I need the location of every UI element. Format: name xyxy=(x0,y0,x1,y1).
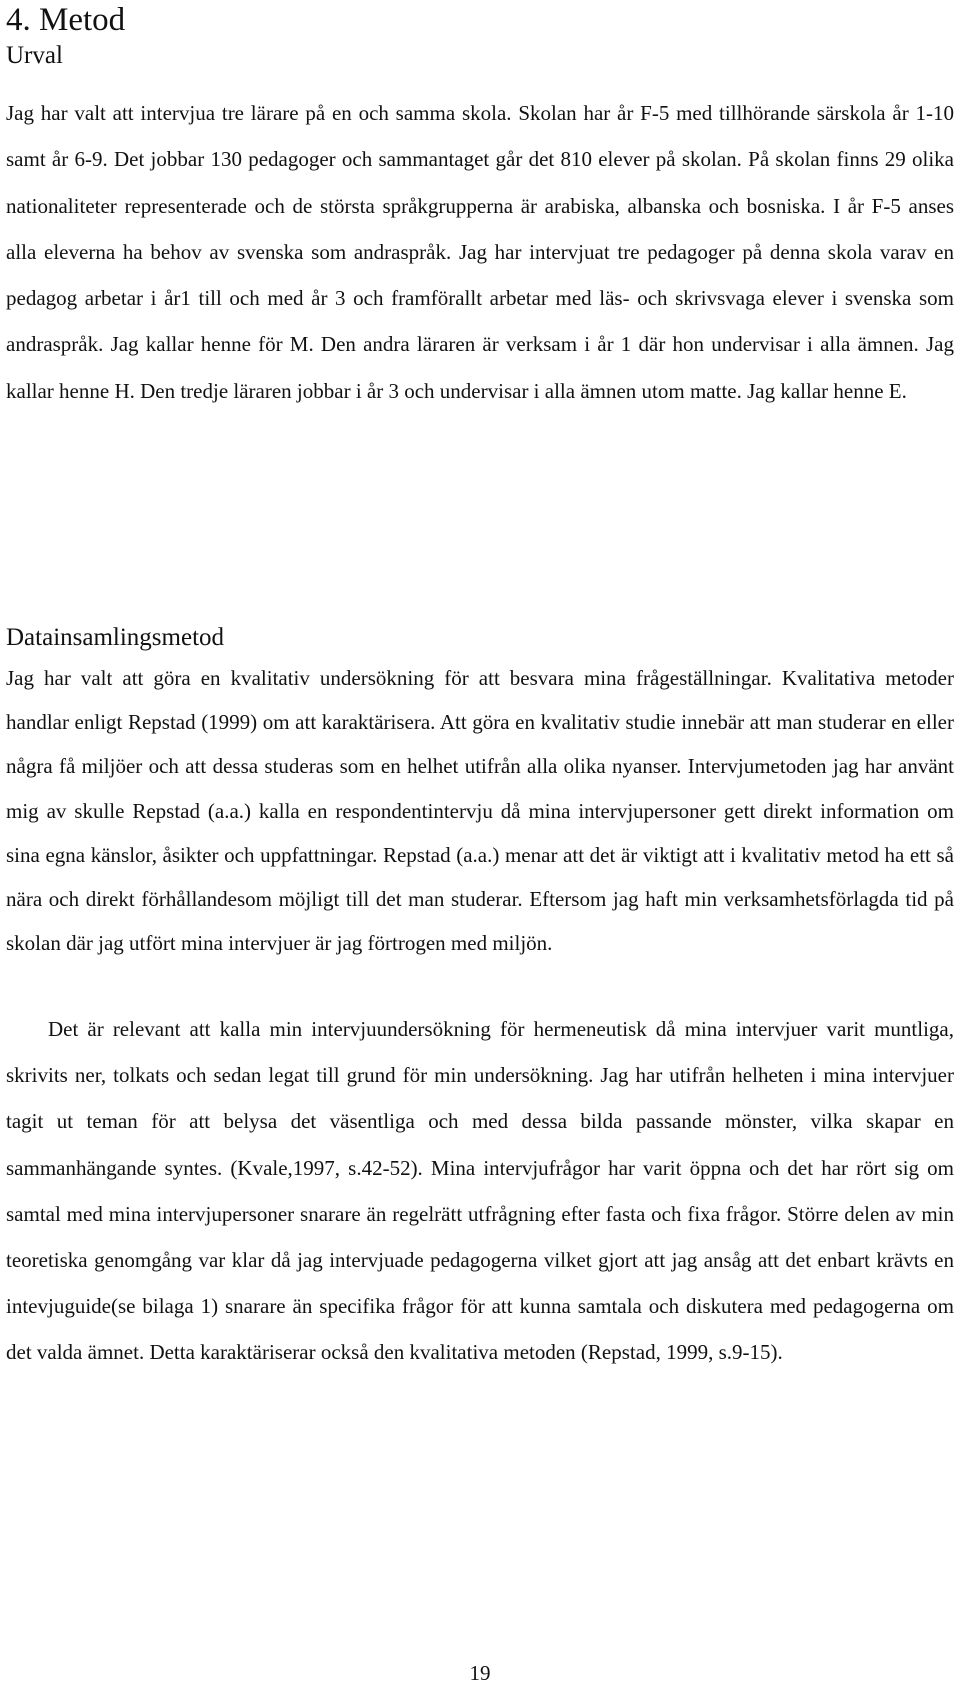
paragraph-text: Det är relevant att kalla min intervjuundersökning för hermeneutisk då mina intervjuer varit muntliga, skrivits ner, tolkats och sedan legat till grund för min undersökning. Jag har utifrån helheten i mina intervjuer tagit ut teman för att belysa det väsentliga och med dessa bilda passande mönster, vilka skapar en sammanhängande syntes. (Kvale,1997, s.42-52). Mina intervjufrågor har varit öppna och det har rört sig om samtal med mina intervjupersoner snarare än regelrätt utfrågning efter fasta och fixa frågor. Större delen av min teoretiska genomgång var klar då jag intervjuade pedagogerna vilket gjort att jag ansåg att det enbart krävts en intevjuguide(se bilaga 1) snarare än specifika frågor för att kunna samtala och diskutera med pedagogerna om det valda ämnet. Detta karaktäriserar också den kvalitativa metoden (Repstad, 1999, s.9-15). xyxy=(6,1017,954,1365)
paragraph-datainsamlingsmetod-1: Jag har valt att göra en kvalitativ undersökning för att besvara mina frågeställningar. Kvalitativa metoder handlar enligt Repstad (1999) om att karaktärisera. Att göra en kvalitativ studie innebär att man studerar en eller några få miljöer och att dessa studeras som en helhet utifrån alla olika nyanser. Intervjumetoden jag har använt mig av skulle Repstad (a.a.) kalla en respondentintervju då mina intervjupersoner gett direkt information om sina egna känslor, åsikter och uppfattningar. Repstad (a.a.) menar att det är viktigt att i kvalitativ metod ha ett så nära och direkt förhållandesom möjligt till det man studerar. Eftersom jag haft min verksamhetsförlagda tid på skolan där jag utfört mina intervjuer är jag förtrogen med miljön. xyxy=(6,666,954,956)
section-heading-urval: Urval xyxy=(6,42,63,69)
page-number: 19 xyxy=(469,1661,491,1685)
paragraph-datainsamlingsmetod-2 xyxy=(6,1006,954,1376)
document-page xyxy=(6,0,954,1693)
paragraph-urval: Jag har valt att intervjua tre lärare på en och samma skola. Skolan har år F-5 med tillhörande särskola år 1-10 samt år 6-9. Det jobbar 130 pedagoger och sammantaget går det 810 elever på skolan. På skolan finns 29 olika nationaliteter representerade och de största språkgrupperna är arabiska, albanska och bosniska. I år F-5 anses alla eleverna ha behov av svenska som andraspråk. Jag har intervjuat tre pedagoger på denna skola varav en pedagog arbetar i år1 till och med år 3 och framförallt arbetar med läs- och skrivsvaga elever i svenska som andraspråk. Jag kallar henne för M. Den andra läraren är verksam i år 1 där hon undervisar i alla ämnen. Jag kallar henne H. Den tredje läraren jobbar i år 3 och undervisar i alla ämnen utom matte. Jag kallar henne E. xyxy=(6,101,954,403)
section-heading-datainsamlingsmetod: Datainsamlingsmetod xyxy=(6,624,225,651)
chapter-title: 4. Metod xyxy=(6,2,126,38)
